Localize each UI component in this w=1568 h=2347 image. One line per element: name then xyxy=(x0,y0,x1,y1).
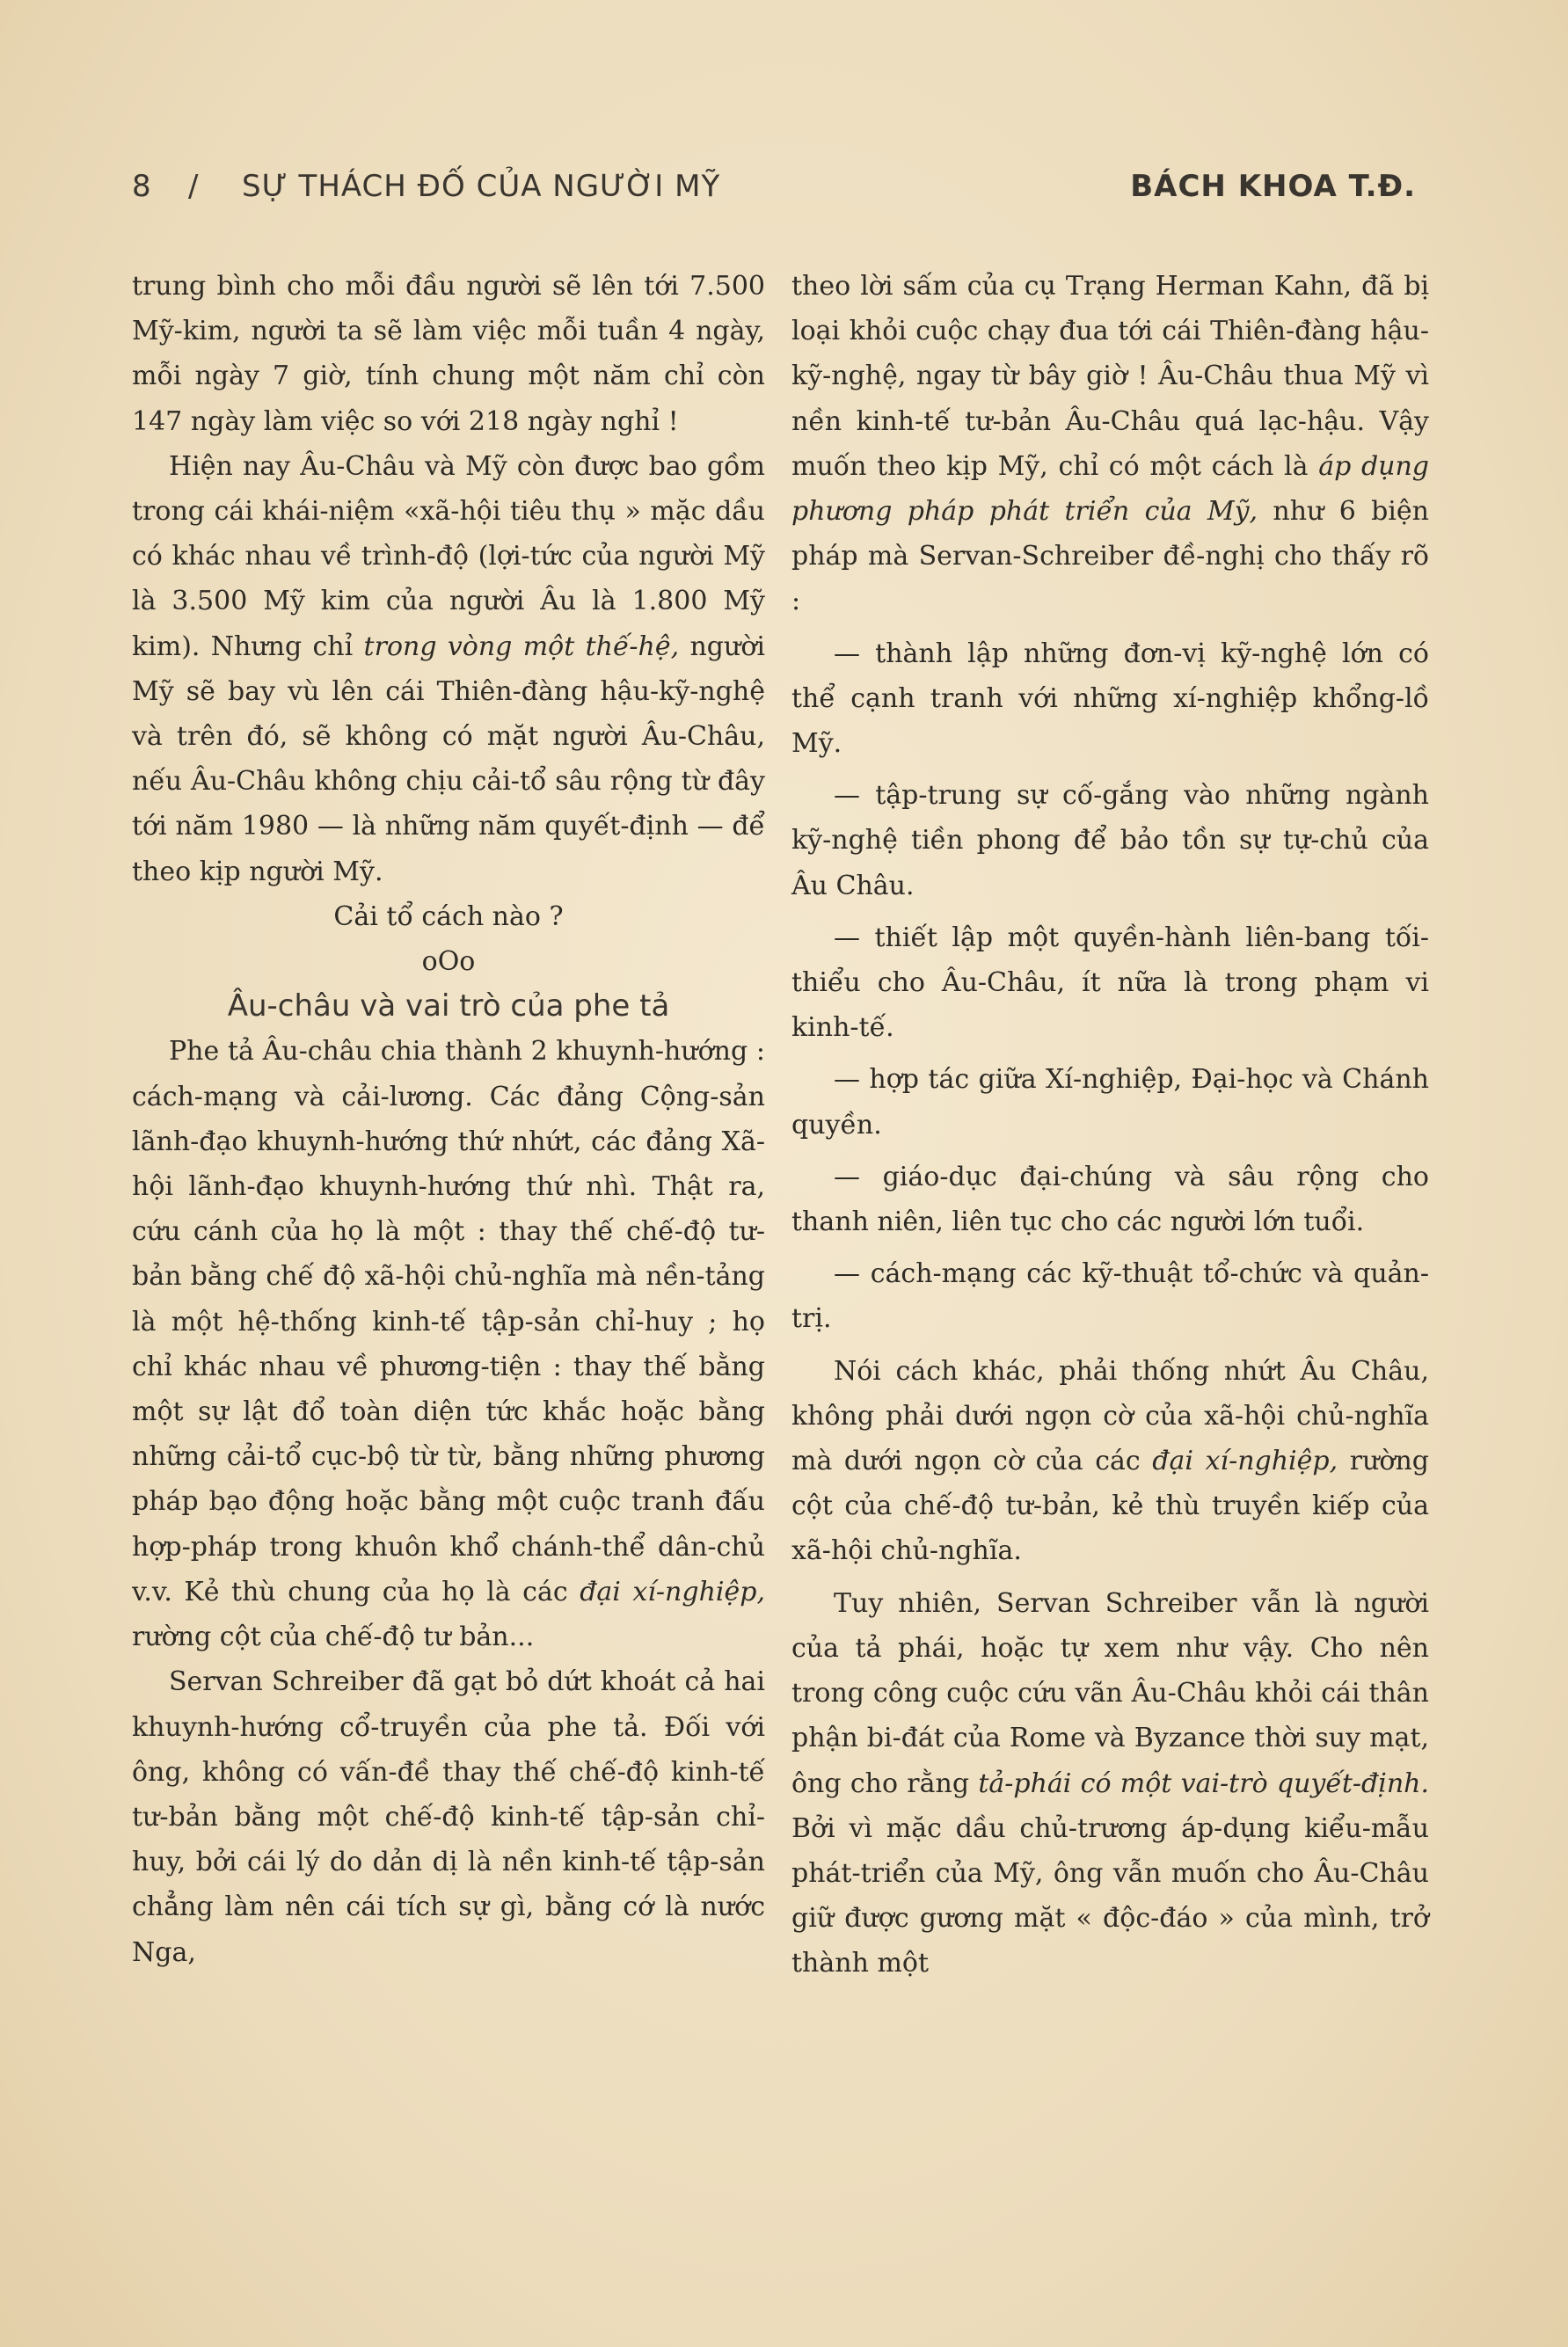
paragraph xyxy=(132,444,765,894)
paragraph-text: Nói cách khác, phải thống nhứt Âu Châu, không phải dưới ngọn cờ của xã-hội chủ-nghĩa mà dưới ngọn cờ của các xyxy=(791,1355,1429,1477)
paragraph xyxy=(132,1029,765,1659)
publication-name: BÁCH KHOA T.Đ. xyxy=(1130,169,1416,204)
list-item: — hợp tác giữa Xí-nghiệp, Đại-học và Chánh quyền. xyxy=(791,1064,1429,1141)
right-column xyxy=(791,264,1429,1986)
page-header xyxy=(132,169,1416,213)
list-item: — cách-mạng các kỹ-thuật tổ-chức và quản-trị. xyxy=(791,1258,1429,1335)
list-item: — thành lập những đơn-vị kỹ-nghệ lớn có thể cạnh tranh với những xí-nghiệp khổng-lồ Mỹ. xyxy=(791,638,1429,760)
paragraph xyxy=(791,1349,1429,1574)
paragraph xyxy=(791,264,1429,624)
emphasis-text: tả-phái có một vai-trò quyết-định. xyxy=(978,1768,1429,1799)
emphasis-text: đại xí-nghiệp, xyxy=(1152,1446,1338,1477)
list-item: — tập-trung sự cố-gắng vào những ngành kỹ-nghệ tiền phong để bảo tồn sự tự-chủ của Âu Châu. xyxy=(791,780,1429,901)
emphasis-text: áp dụng phương pháp phát triển của Mỹ, xyxy=(791,450,1430,528)
page-number: 8 xyxy=(132,169,152,204)
section-heading: Âu-châu và vai trò của phe tả xyxy=(227,988,670,1024)
paragraph-text: Bởi vì mặc dầu chủ-trương áp-dụng kiểu-mẫu phát-triển của Mỹ, ông vẫn muốn cho Âu-Châu giữ được gương mặt « độc-đáo » của mình, trở thành một xyxy=(791,1812,1429,1979)
paragraph-text: theo lời sấm của cụ Trạng Herman Kahn, đã bị loại khỏi cuộc chạy đua tới cái Thiên-đàng hậu-kỹ-nghệ, ngay từ bây giờ ! Âu-Châu thua Mỹ vì nền kinh-tế tư-bản Âu-Châu quá lạc-hậu. Vậy muốn theo kịp Mỹ, chỉ có một cách là xyxy=(791,271,1429,482)
list-item: — thiết lập một quyền-hành liên-bang tối-thiểu cho Âu-Châu, ít nữa là trong phạm vi kinh-tế. xyxy=(791,922,1429,1044)
emphasis-text: đại xí-nghiệp, xyxy=(580,1576,765,1607)
emphasis-text: trong vòng một thế-hệ, xyxy=(363,630,680,662)
paragraph-text: Hiện nay Âu-Châu và Mỹ còn được bao gồm trong cái khái-niệm «xã-hội tiêu thụ » mặc dầu có khác nhau về trình-độ (lợi-tức của người Mỹ là 3.500 Mỹ kim của người Âu là 1.800 Mỹ kim). Nhưng chỉ xyxy=(132,450,765,662)
paragraph-text: Phe tả Âu-châu chia thành 2 khuynh-hướng : cách-mạng và cải-lương. Các đảng Cộng-sản lãnh-đạo khuynh-hướng thứ nhứt, các đảng Xã-hội lãnh-đạo khuynh-hướng thứ nhì. Thật ra, cứu cánh của họ là một : thay thế chế-độ tư-bản bằng chế độ xã-hội chủ-nghĩa mà nền-tảng là một hệ-thống kinh-tế tập-sản chỉ-huy ; họ chỉ khác nhau về phương-tiện : thay thế bằng một sự lật đổ toàn diện tức khắc hoặc bằng những cải-tổ cục-bộ từ từ, bằng những phương pháp bạo động hoặc bằng một cuộc tranh đấu hợp-pháp trong khuôn khổ chánh-thể dân-chủ v.v. Kẻ thù chung của họ là các xyxy=(132,1036,765,1607)
section-separator: oOo xyxy=(421,946,476,978)
header-separator: / xyxy=(188,169,200,204)
left-column xyxy=(132,264,765,1975)
paragraph: trung bình cho mỗi đầu người sẽ lên tới 7.500 Mỹ-kim, người ta sẽ làm việc mỗi tuần 4 ngày, mỗi ngày 7 giờ, tính chung một năm chỉ còn 147 ngày làm việc so với 218 ngày nghỉ ! xyxy=(132,271,765,437)
list-item: — giáo-dục đại-chúng và sâu rộng cho thanh niên, liên tục cho các người lớn tuổi. xyxy=(791,1161,1429,1238)
paragraph-text: như 6 biện pháp mà Servan-Schreiber đề-nghị cho thấy rõ : xyxy=(791,496,1429,617)
paragraph-text: người Mỹ sẽ bay vù lên cái Thiên-đàng hậu-kỹ-nghệ và trên đó, sẽ không có mặt người Âu-Châu, nếu Âu-Châu không chịu cải-tổ sâu rộng từ đây tới năm 1980 — là những năm quyết-định — để theo kịp người Mỹ. xyxy=(132,630,765,887)
paragraph-text: rường cột của chế-độ tư-bản, kẻ thù truyền kiếp của xã-hội chủ-nghĩa. xyxy=(791,1446,1429,1567)
section-question: Cải tổ cách nào ? xyxy=(333,900,564,932)
running-title: SỰ THÁCH ĐỐ CỦA NGƯỜI MỸ xyxy=(242,169,721,204)
paragraph-text: Tuy nhiên, Servan Schreiber vẫn là người của tả phái, hoặc tự xem như vậy. Cho nên trong công cuộc cứu vãn Âu-Châu khỏi cái thân phận bi-đát của Rome và Byzance thời suy mạt, ông cho rằng xyxy=(791,1587,1429,1799)
paragraph: Servan Schreiber đã gạt bỏ dứt khoát cả hai khuynh-hướng cổ-truyền của phe tả. Đối với ông, không có vấn-đề thay thế chế-độ kinh-tế tư-bản bằng một chế-độ kinh-tế tập-sản chỉ-huy, bởi cái lý do dản dị là nền kinh-tế tập-sản chẳng làm nên cái tích sự gì, bằng cớ là nước Nga, xyxy=(132,1666,765,1968)
paragraph xyxy=(791,1581,1429,1986)
paragraph-text: rường cột của chế-độ tư bản... xyxy=(132,1622,535,1653)
